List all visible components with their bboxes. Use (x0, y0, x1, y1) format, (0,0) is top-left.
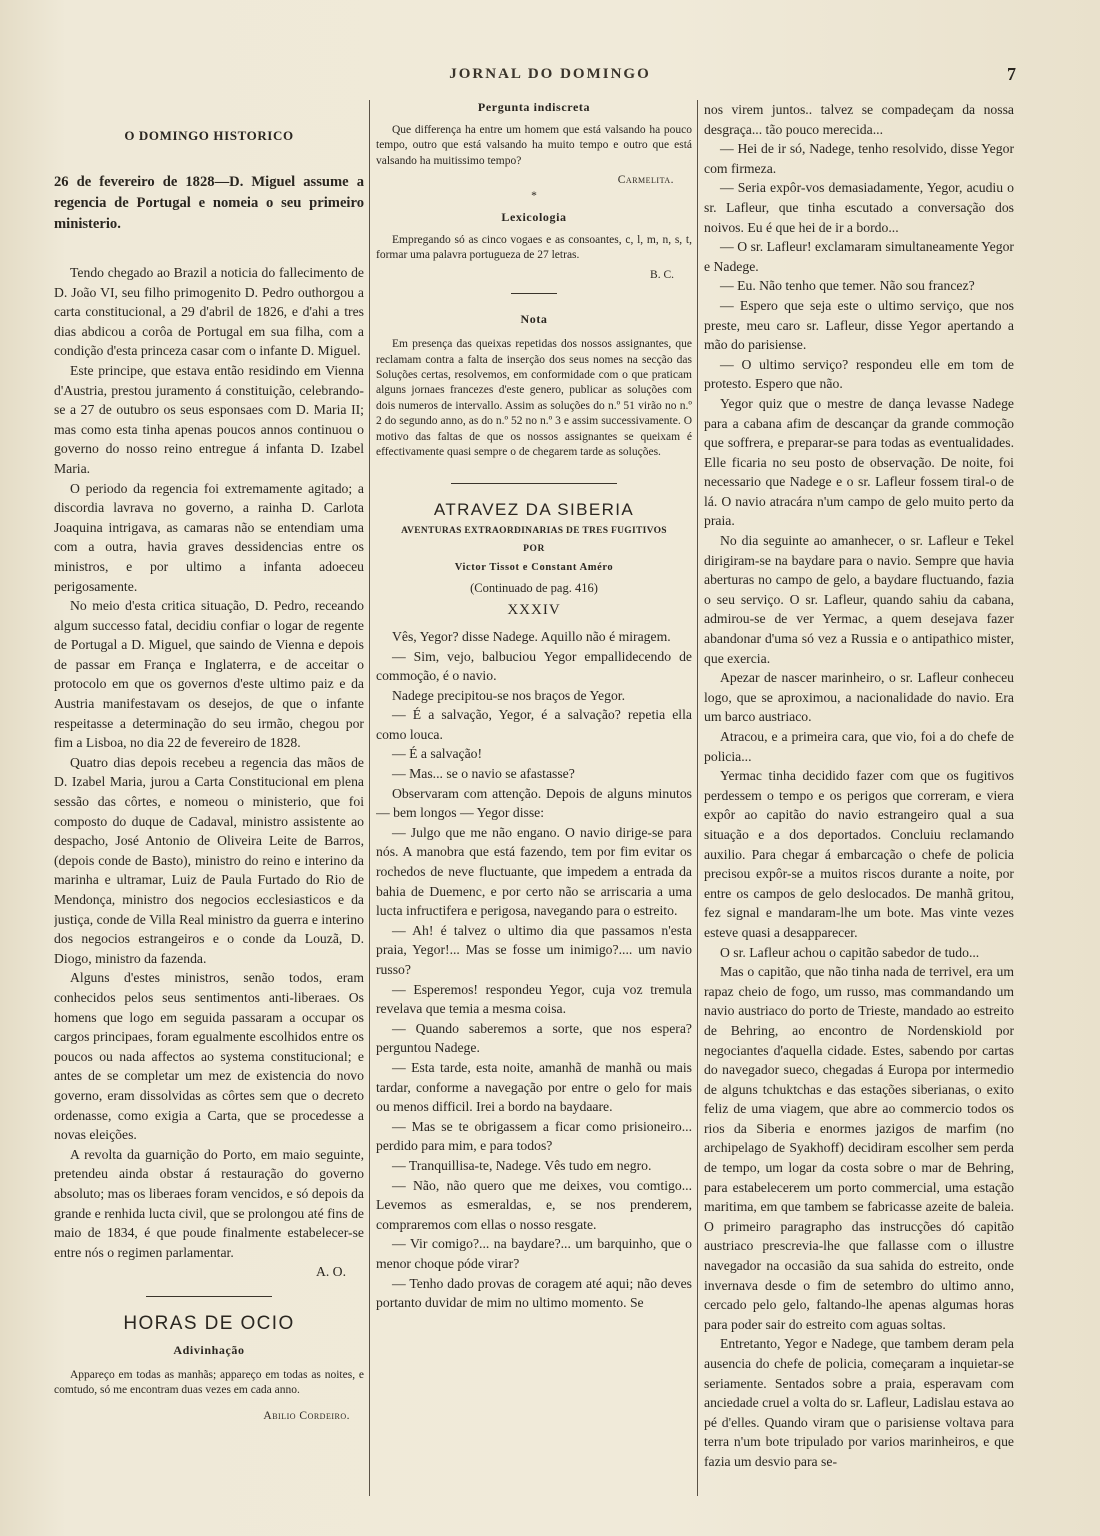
lexicology-author: B. C. (650, 268, 674, 281)
chapter-number: XXXIV (507, 601, 561, 618)
note-text: Em presença das queixas repetidas dos nossos assignantes, que reclamam contra a falta de inserção dos seus nomes na secção das Soluções certas, resolvemos, em conformidade com o que praticam alguns jornaes francezes d'este genero, publicar as soluções com dois numeros de intervallo. Assim as soluções do n.º 51 virão no n.º 2 do segundo anno, as do n.º 52 no n.º 3 e assim successivamente. O motivo das faltas de que os nossos assignantes se queixam é effectivamente quasi sempre o de chegarem tarde as soluções. (376, 338, 692, 459)
paragraph: — Sim, vejo, balbuciou Yegor empallidecendo de commoção, é o navio. (376, 648, 692, 684)
paragraph: — É a salvação, Yegor, é a salvação? repetia ella como louca. (376, 707, 692, 742)
column-2 (376, 100, 692, 1506)
section-title: O DOMINGO HISTORICO (124, 128, 294, 143)
paragraph: — Seria expôr-vos demasiadamente, Yegor, acudiu o sr. Lafleur, que tinha escutado a conversação dos noivos. Eu é que hei de ir a bordo... (704, 180, 1014, 235)
paragraph: — Eu. Não tenho que temer. Não sou francez? (720, 278, 975, 294)
question-title: Pergunta indiscreta (477, 100, 591, 114)
paragraph: Alguns d'estes ministros, senão todos, eram conhecidos pelos seus sentimentos anti-liberaes. Os homens que logo em seguida passaram a occupar os cargos principaes, foram egualmente escolhidos entre os poucos ou nada affectos ao systema constitucional; e antes de se completar um mez de existencia do novo governo, eram dissolvidas as côrtes sem que o decreto ordenasse, como exigia a Carta, que se procedesse a novas eleições. (54, 970, 364, 1143)
paragraph: — Espero que seja este o ultimo serviço, que nos preste, meu caro sr. Lafleur, disse Yegor apertando a mão do parisiense. (704, 297, 1014, 353)
paragraph: Apezar de nascer marinheiro, o sr. Lafleur conheceu logo, que se aproximou, a nacionalidade do navio. Era um barco austriaco. (704, 670, 1014, 725)
paragraph: — Não, não quero que me deixes, vou comtigo... Levemos as esmeraldas, e, se nos prenderem, compraremos com ellas o nosso resgate. (376, 1177, 692, 1232)
paragraph: — Mas... se o navio se afastasse? (392, 766, 575, 782)
paragraph: — Esta tarde, esta noite, amanhã de manhã ou mais tardar, conforme a navegação por entre o gelo for mais ou menos difficil. Irei a bordo na baydaare. (376, 1059, 692, 1115)
paragraph: nos virem juntos.. talvez se compadeçam da nossa desgraça... tão pouco merecida... (704, 102, 1014, 137)
paragraph: — Mas se te obrigassem a ficar como prisioneiro... perdido para mim, e para todos? (376, 1118, 692, 1154)
serial-continued: (Continuado de pag. 416) (470, 580, 598, 595)
paragraph: Tendo chegado ao Brazil a noticia do fallecimento de D. João VI, seu filho primogenito D. Pedro outhorgou a carta constitucional, a 29 d'abril de 1826, e d'ahi a tres dias abdicou a corôa de Portugal em sua filha, com a condição d'esta princeza casar com o infante D. Miguel. (54, 265, 364, 359)
serial-body-continued (704, 100, 1014, 1472)
serial-authors: Victor Tissot e Constant Améro (454, 561, 614, 573)
paragraph: Mas o capitão, que não tinha nada de terrivel, era um rapaz cheio de fogo, um russo, mas commandando um navio austriaco do porto de Trieste, mandado ao estreito de Behring, ao encontro de Nordenskiold por negociantes d'aquella cidade. Estes, sabendo por cartas do navegador sueco, chegadas á Europa por intermedio de alguns tchuktchas e das estações siberianas, o exito feliz de uma viagem, que abre ao commercio todos os rios da Siberia e enormes jazigos de marfim (no archipelago de Syakhoff) decidiram escolher sem perda de tempo, um logar da costa sobre o mar de Behring, para estabelecerem um porto commercial, uma estação maritima, em que tambem se fabricasse azeite de baleia. O primeiro paragrapho das instrucções dó capitão austriaco prescrevia-lhe que fallasse com o illustre navegador na occasião da sua sahida do estreito, onde invernava desde o fim de setembro do ultimo anno, cercado pelo gelo, faltando-lhe apenas algumas horas para poder sair do estreito com aguas soltas. (704, 964, 1014, 1332)
question-author: Carmelita. (617, 174, 674, 187)
question-text: Que differença ha entre um homem que está valsando ha pouco tempo, outro que está valsando ha muito tempo e outro que está valsando ha muitissimo tempo? (376, 124, 692, 167)
serial-por: POR (523, 543, 545, 554)
paragraph: — É a salvação! (392, 746, 483, 762)
history-body (54, 263, 364, 1262)
column-3 (704, 100, 1014, 1506)
serial-subtitle: AVENTURAS EXTRAORDINARIAS DE TRES FUGITIVOS (401, 525, 667, 536)
journal-title: JORNAL DO DOMINGO (449, 66, 651, 82)
paragraph: Entretanto, Yegor e Nadege, que tambem deram pela ausencia do chefe de policia, começaram a inquietar-se seriamente. Sentados sobre a praia, esperavam com anciedade cruel a volta do sr. Lafleur, Ladislau estava ao pé d'elles. Quando viram que o parisiense voltava para terra n'um bote tripulado por varios marinheiros, e que fazia um desvio para se- (704, 1336, 1014, 1469)
paragraph: Quatro dias depois recebeu a regencia das mãos de D. Izabel Maria, jurou a Carta Constitucional em plena sessão das côrtes, e nomeou o ministerio, que foi composto do duque de Cadaval, ministro assistente ao despacho, José Antonio de Oliveira Leite de Barros, (depois conde de Basto), ministro do reino e interino da marinha e ultramar, Luiz de Paula Furtado do Rio de Mendonça, ministro dos negocios ecclesiasticos e da justiça, conde de Villa Real ministro da guerra e interino dos negocios estrangeiros e o conde da Louzã, D. Diogo, ministro da fazenda. (54, 754, 364, 966)
paragraph: Yermac tinha decidido fazer com que os fugitivos perdessem o tempo e os perigos que correram, e viera expôr ao capitão do navio estrangeiro qual a sua situação e a dos deportados. Concluiu reclamando auxilio. Para chegar á embarcação o chefe de policia precisou expôr-se a muitos riscos durante a noite, por entre os campos de gelo deslocados. De manhã gritou, fez signal e mandaram-lhe um bote. Mas vinte vezes esteve quasi a desapparecer. (704, 768, 1014, 940)
paragraph: — Ah! é talvez o ultimo dia que passamos n'esta praia, Yegor!... Mas se fosse um inimigo?.... um navio russo? (376, 922, 692, 977)
paragraph: — Hei de ir só, Nadege, tenho resolvido, disse Yegor com firmeza. (704, 141, 1014, 176)
lexicology-text: Empregando só as cinco vogaes e as consoantes, c, l, m, n, s, t, formar uma palavra portugueza de 27 letras. (376, 234, 692, 262)
paragraph: A revolta da guarnição do Porto, em maio seguinte, pretendeu ainda obstar á restauração do governo absoluto; mas os liberaes foram vencidos, e só depois da grande e renhida lucta civil, que se prolongou até fins de maio de 1834, é que poude finalmente estabelecer-se entre nós o regimen parlamentar. (54, 1146, 364, 1260)
paragraph: No dia seguinte ao amanhecer, o sr. Lafleur e Tekel dirigiram-se na baydare para o navio. Sempre que havia aberturas no campo de gelo, a baydare fluctuando, fazia o seu serviço. O sr. Lafleur, quando sahiu da cabana, admirou-se de ver Yermac, a quem desejava fazer abandonar d'uma só vez a Russia e o antipathico mister, que exercia. (704, 533, 1014, 666)
paragraph: — Tranquillisa-te, Nadege. Vês tudo em negro. (392, 1157, 652, 1173)
paragraph: — Vir comigo?... na baydare?... um barquinho, que o menor choque póde virar? (376, 1236, 692, 1271)
paragraph: Observaram com attenção. Depois de alguns minutos — bem longos — Yegor disse: (376, 785, 692, 821)
paragraph: — Quando saberemos a sorte, que nos espera? perguntou Nadege. (376, 1020, 692, 1056)
lexicology-title: Lexicologia (501, 210, 567, 225)
paragraph: O periodo da regencia foi extremamente agitado; a discordia lavrava no governo, a rainha D. Carlota Joaquina intrigava, as camaras não se entendiam uma com a outra, havia graves dessidencias entre os ministros, e por ultimo a infanta adoeceu perigosamente. (54, 480, 364, 594)
paragraph: — O ultimo serviço? respondeu elle em tom de protesto. Espero que não. (704, 356, 1014, 392)
history-headline: 26 de fevereiro de 1828—D. Miguel assume a regencia de Portugal e nomeia o seu primeiro ministerio. (54, 174, 364, 232)
paragraph: — Esperemos! respondeu Yegor, cuja voz tremula revelava que temia a mesma coisa. (376, 981, 692, 1017)
paragraph: Nadege precipitou-se nos braços de Yegor. (392, 687, 626, 703)
running-head (0, 66, 1100, 88)
paragraph: Yegor quiz que o mestre de dança levasse Nadege para a cabana afim de descançar da grande commoção que soffrera, e preparar-se para todas as eventualidades. Elle ficaria no seu posto de observação. De noite, foi necessario que Nadege e o sr. Lafleur fossem tiral-o de lá. O navio atracára n'um campo de gelo muito perto da praia. (704, 395, 1014, 529)
puzzle-title: Adivinhação (173, 1342, 245, 1357)
paragraph: Este principe, que estava então residindo em Vienna d'Austria, prestou juramento á constituição, celebrando-se a 27 de outubro os seus esponsaes com D. Maria II; mas como esta tinha apenas poucos annos continuou o governo do nosso reino entregue á infanta D. Izabel Maria. (54, 362, 364, 476)
puzzle-author: Abilio Cordeiro. (263, 1409, 350, 1422)
page-number: 7 (1007, 64, 1016, 84)
paragraph: — Tenho dado provas de coragem até aqui; não deves portanto duvidar de mim no ultimo momento. Se (376, 1275, 692, 1311)
note-title: Nota (520, 312, 548, 327)
paragraph: No meio d'esta critica situação, D. Pedro, receando algum successo fatal, decidiu confiar o logar de regente de Portugal a D. Miguel, que saindo de Vienna e depois de passar em França e Inglaterra, e de acceitar o protocolo em que os governos d'este ultimo paiz e da Austria manifestavam os desejos, de que o infante respeitasse a determinação do seu irmão, chegou por fim a Lisboa, no dia 22 de fevereiro de 1828. (54, 598, 364, 751)
horas-de-ocio-title: HORAS DE OCIO (123, 1312, 295, 1334)
serial-title: ATRAVEZ DA SIBERIA (433, 499, 635, 519)
paragraph: Vês, Yegor? disse Nadege. Aquillo não é miragem. (392, 628, 671, 644)
column-rule (697, 100, 698, 1496)
puzzle-text: Appareço em todas as manhãs; appareço em todas as noites, e comtudo, só me encontram duas vezes em cada anno. (54, 1368, 364, 1397)
paragraph: Atracou, e a primeira cara, que vio, foi a do chefe de policia... (704, 729, 1014, 764)
asterisk-divider: * (531, 189, 537, 202)
serial-body (376, 627, 692, 1313)
paragraph: — Julgo que me não engano. O navio dirige-se para nós. A manobra que está fazendo, tem por fim evitar os rochedos de neve fluctuante, que impedem a entrada da bahia de Duemenc, e por certo não se arriscaria a uma lucta infructifera e perigosa, navegando para o estreito. (376, 824, 692, 919)
paragraph: — O sr. Lafleur! exclamaram simultaneamente Yegor e Nadege. (704, 239, 1014, 274)
column-1 (54, 100, 364, 1506)
paragraph: O sr. Lafleur achou o capitão sabedor de tudo... (720, 944, 980, 960)
column-rule (369, 100, 370, 1496)
history-signature: A. O. (315, 1264, 346, 1280)
